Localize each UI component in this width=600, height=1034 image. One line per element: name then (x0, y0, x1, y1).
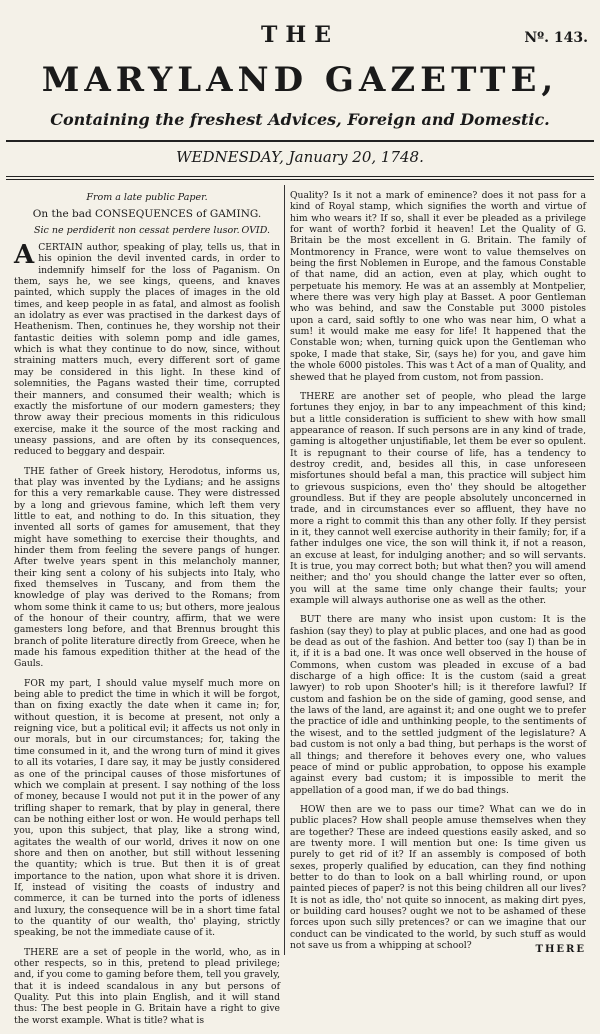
paragraph-1 (14, 242, 280, 458)
masthead-the: THE (261, 22, 339, 48)
issue-number: Nº. 143. (524, 30, 588, 46)
motto-author: OVID. (241, 224, 270, 236)
masthead-rule-bottom-double (6, 179, 594, 180)
column-divider (284, 185, 285, 955)
article-source: From a late public Paper. (86, 192, 208, 203)
paragraph-1-text: CERTAIN author, speaking of play, tells us, that in his opinion the devil invented cards, in order to indemnify himself for the loss of Paganism. On them, says he, we see kings, queens, and knaves painted, which supply the places of images in the old times, and keep people in as fatal, and almost as foolish an idolatry as ever was practised in the darkest days of Heathenism. Then, continues he, they worship not their fantastic deities with solemn pomp and idle games, which is what they continue to do now, since, without straining matters much, every different sort of game may be considered in this light. In these kind of solemnities, the Pagans wasted their time, corrupted their manners, and consumed their wealth; which is exactly the misfortune of our modern gamesters; they throw away their precious moments in this ridiculous exercise, make it the source of the most racking and uneasy passions, and are often by its consequences, reduced to beggary and despair. (14, 242, 280, 458)
paragraph-5: Quality? Is it not a mark of eminence? does it not pass for a kind of Royal stamp, which signifies the worth and virtue of him who wears it? If so, shall it ever be pleaded as a privilege for want of worth? forbid it heaven! Let the Quality of G. Britain be the most excellent in G. Britain. The family of Montmorency in France, were wont to value themselves on being the first Noblemen in Europe, and the famous Constable of that name, did an action, even at play, which ought to perpetuate his memory. He was at an assembly at Montpelier, where there was very high play at Basset. A poor Gentleman who was behind, and saw the Constable put 3000 pistoles upon a card, said softly to one who was near him, O what a sum! it would make me easy for life! It happened that the Constable won; when, turning quick upon the Gentleman who spoke, I made that stake, Sir, (says he) for you, and gave him the whole 6000 pistoles. This was t Act of a man of Quality, and shewed that he played from custom, not from passion. (290, 190, 586, 383)
masthead-rule-bottom (6, 176, 594, 177)
paragraph-6: THERE are another set of people, who plead the large fortunes they enjoy, in bar to any impeachment of this kind; but a little consideration is sufficient to shew with how small appearance of reason. If such persons are in any kind of trade, gaming is altogether unjustifiable, let them be ever so opulent. It is repugnant to their course of life, has a tendency to destroy credit, and, besides all this, in case unforeseen misfortunes should befal a man, this practice will subject him to grievous suspicions, even tho' they should be altogether groundless. But if they are people absolutely unconcerned in trade, and in circumstances ever so affluent, they have no more a right to commit this than any other folly. If they persist in it, they cannot well exercise authority in their family; for, if a father indulges one vice, the son will think it, if not a reason, an excuse at least, for indulging another; and so will servants. It is true, you may correct both; but what then? you will amend neither; and tho' you should change the latter ever so often, you will at the same time only change their faults; your example will always authorise one as well as the other. (290, 390, 587, 607)
article-headline: On the bad CONSEQUENCES of GAMING. (32, 208, 262, 221)
paragraph-3: FOR my part, I should value myself much more on being able to predict the time in which it will be forgot, than on fixing exactly the date when it came in; for, without question, it is become at present, not only a reigning vice, but a political evil; it affects us not only in our morals, but in our circumstances; for, taking the time consumed in it, and the wrong turn of mind it gives to all its votaries, I dare say, it may be justly considered as one of the principal causes of those misfortunes of which we complain at present. I say nothing of the loss of money, because I would not put it in the power of any trifling shaper to remark, that by play in general, there can be nothing either lost or won. He would perhaps tell you, upon this subject, that play, like a strong wind, agitates the wealth of our world, drives it now on one shore and then on another, but still without lessening the quantity; which is true. But then it is of great importance to the nation, upon what shore it is driven. If, instead of visiting the coasts of industry and commerce, it can be turned into the ports of idleness and luxury, the consequence will be in a short time fatal to the quantity of our wealth, tho' playing, strictly speaking, be not the immediate cause of it. (14, 677, 280, 939)
column-right (290, 190, 586, 959)
masthead-subtitle: Containing the freshest Advices, Foreign and Domestic. (50, 110, 550, 129)
dateline: WEDNESDAY, January 20, 1748. (176, 148, 424, 166)
catchword: THERE (535, 944, 586, 955)
column-left (14, 192, 280, 1034)
article-motto (14, 225, 280, 236)
masthead-title: MARYLAND GAZETTE, (41, 60, 559, 100)
paragraph-4: THERE are a set of people in the world, who, as in other respects, so in this, pretend to plead privilege; and, if you come to gaming before them, tell you gravely, that it is indeed scandalous in any but persons of Quality. Put this into plain English, and it will stand thus: The best people in G. Britain have a right to give the worst example. What is title? what is (14, 946, 280, 1026)
paragraph-8: HOW then are we to pass our time? What can we do in public places? How shall people amuse themselves when they are together? These are indeed questions easily asked, and so are twenty more. I will mention but one: Is time given us purely to get rid of it? If an assembly is composed of both sexes, properly qualified by education, can they find nothing better to do than to look on a ball whirling round, or upon painted pieces of paper? is not this being children all our lives? It is not as idle, tho' not quite so innocent, as making dirt pyes, or building card houses? ought we not to be ashamed of these forces upon such silly pretences? or can we imagine that our conduct can be vindicated to the world, by such stuff as would not save us from a whipping at school? (290, 803, 586, 951)
masthead-rule-top (6, 140, 594, 142)
paragraph-7: BUT there are many who insist upon custom: It is the fashion (say they) to play at public places, and one had as good be dead as out of the fashion. And better too (say I) than be in it, if it is a bad one. It was once well observed in the house of Commons, when custom was pleaded in excuse of a bad discharge of a high office: It is the custom (said a great lawyer) to rob upon Shooter's hill; is it therefore lawful? If custom and fashion be on the side of gaming, good sense, and the laws of the land, are against it; and one ought we to prefer the practice of idle and unthinking people, to the sentiments of the wisest, and to the settled judgment of the legislature? A bad custom is not only a bad thing, but perhaps is the worst of all things; and therefore it behoves every one, who values peace of mind or public approbation, to oppose his example against every bad custom; it is impossible to merit the appellation of a good man, if we do bad things. (290, 614, 586, 796)
motto-latin: Sic ne perdiderit non cessat perdere lusor. (34, 224, 240, 236)
drop-cap: A (14, 240, 35, 271)
paragraph-2: THE father of Greek history, Herodotus, informs us, that play was invented by the Lydians; and he assigns for this a very remarkable cause. They were distressed by a long and grievous famine, which left them very little to eat, and nothing to do. In this situation, they invented all sorts of games for amusement, that they might have something to exercise their thoughts, and hinder them from feeling the severe pangs of hunger. After twelve years spent in this melancholy manner, their king sent a colony of his subjects into Italy, who fixed themselves in Tuscany, and from them the knowledge of play was derived to the Romans; from whom some think it came to us; but others, more jealous of the honour of their country, affirm, that we were gamesters long before, and that Brennus brought this branch of polite literature directly from Greece, when he made his famous expedition thither at the head of the Gauls. (14, 465, 281, 670)
